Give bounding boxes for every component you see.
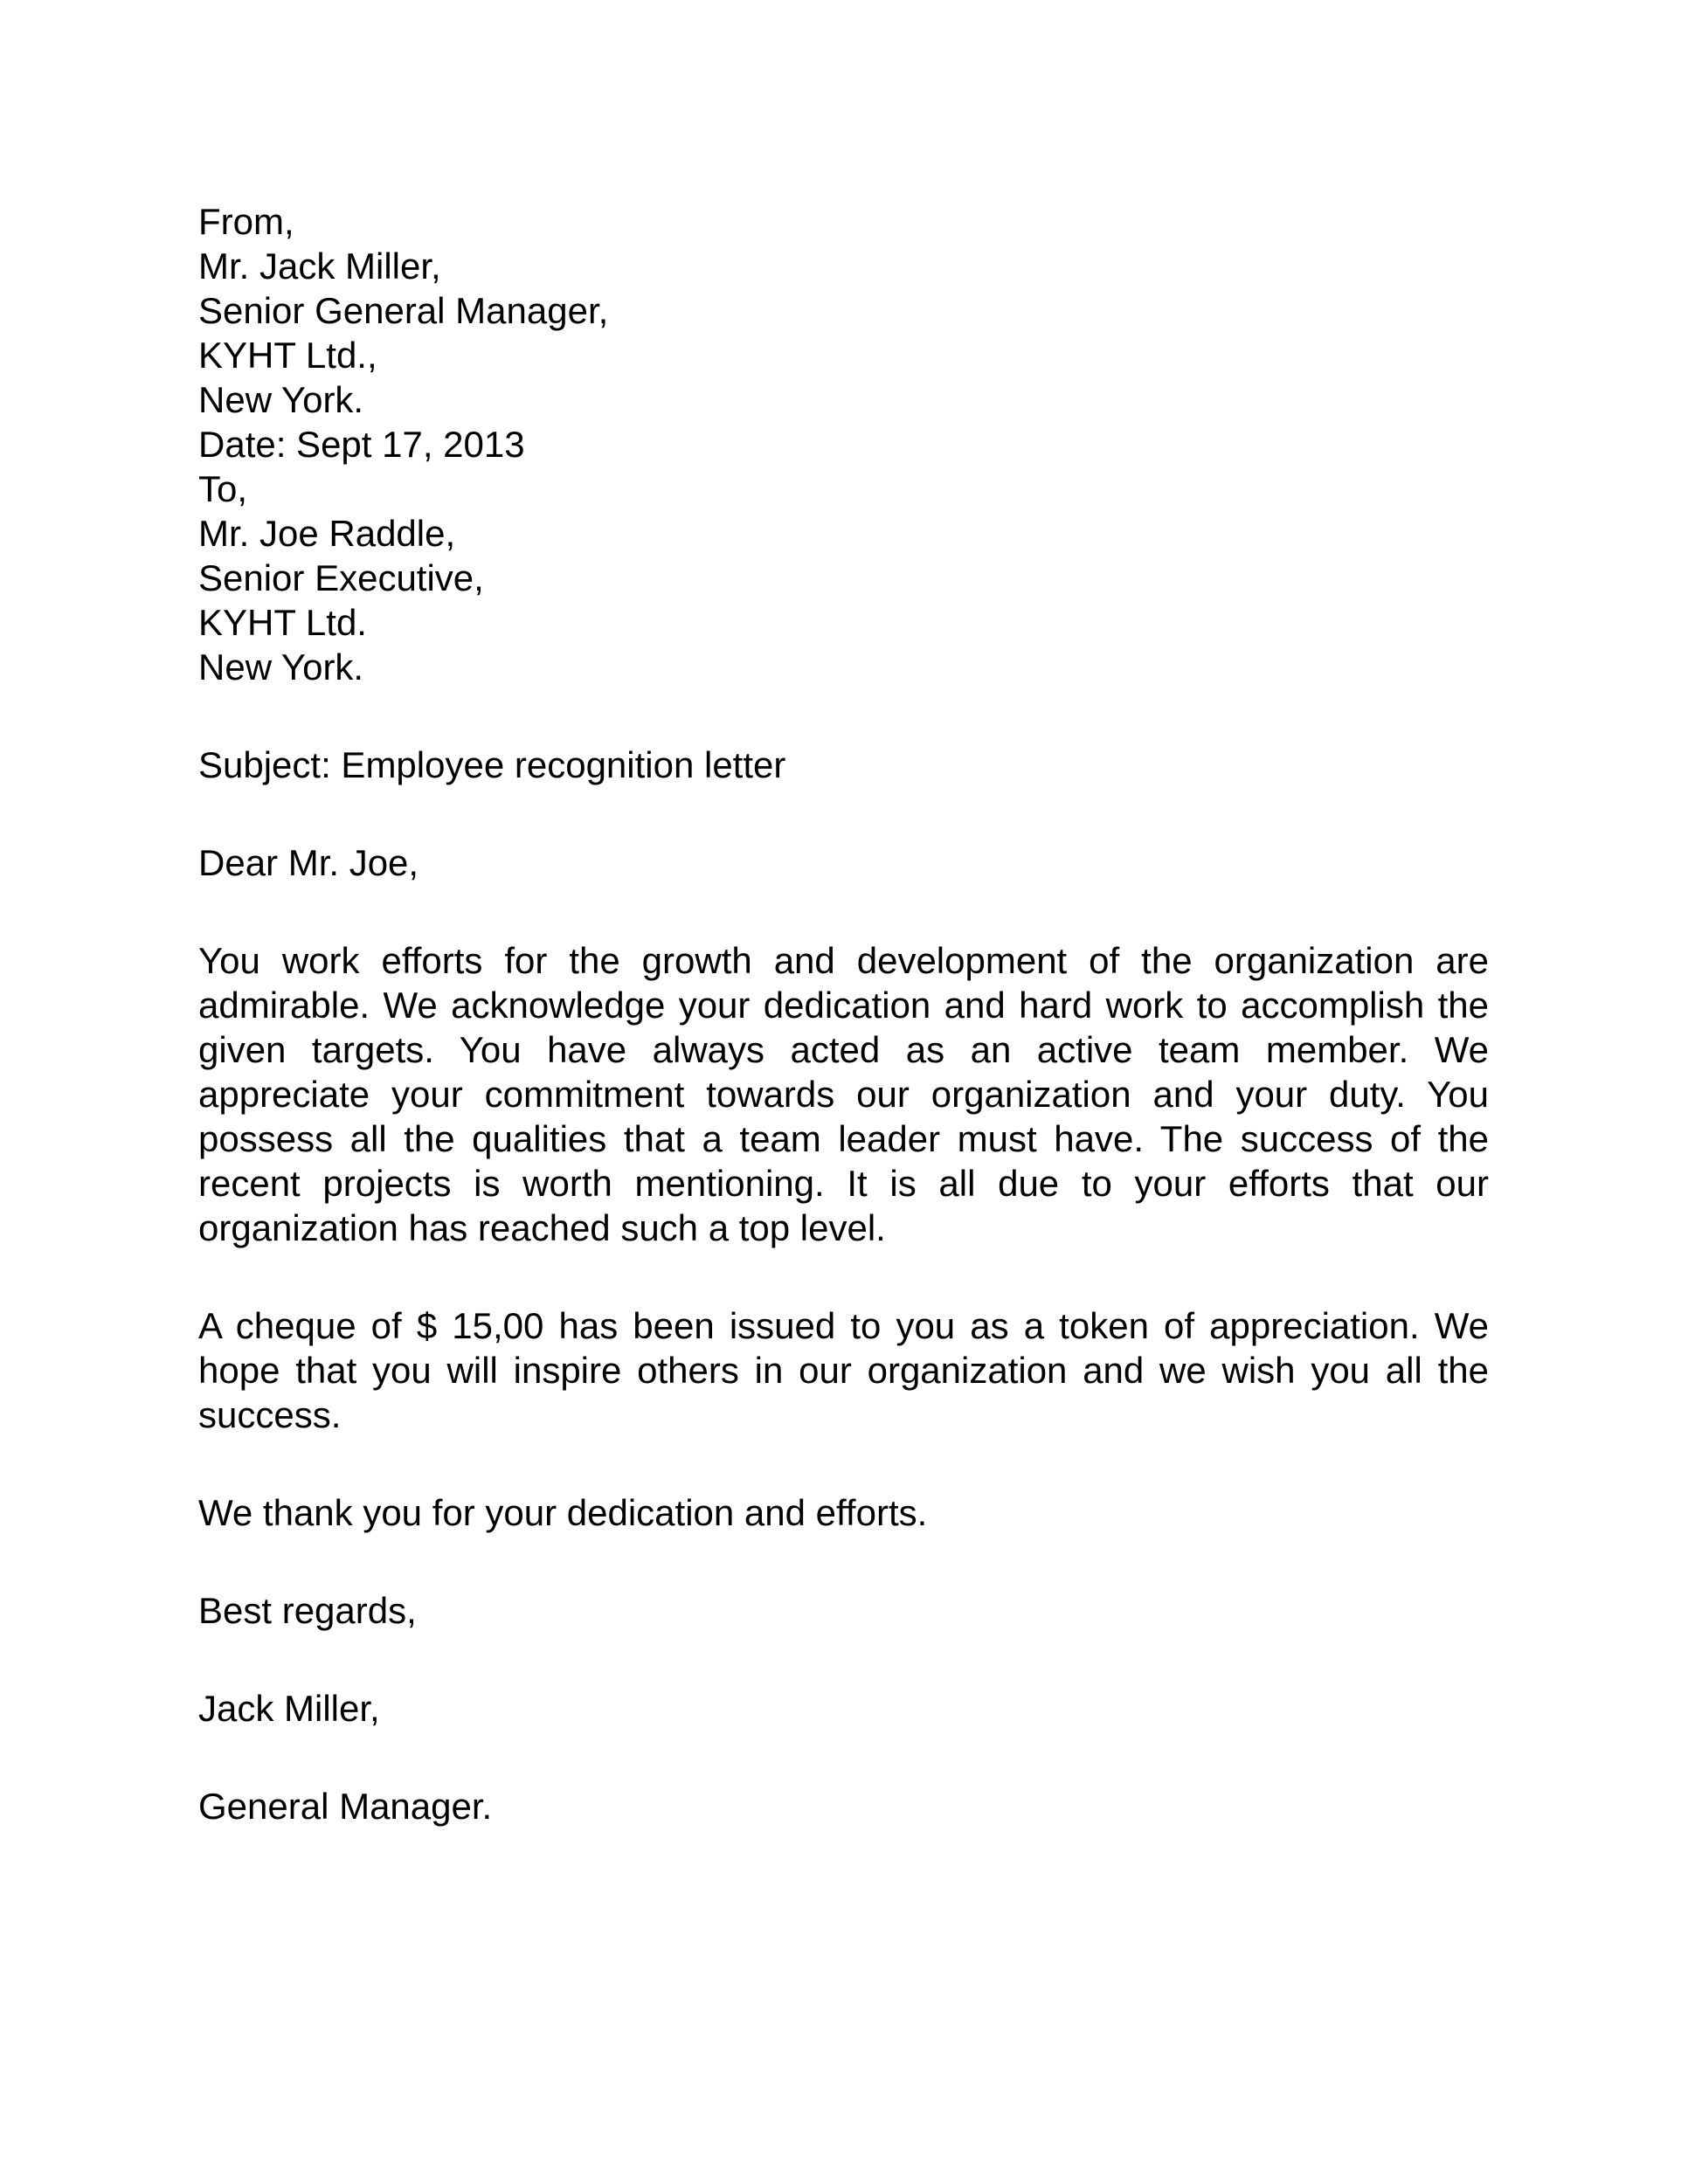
recipient-block <box>198 467 1489 689</box>
letter-date: Date: Sept 17, 2013 <box>198 424 525 465</box>
body-paragraph-1: You work efforts for the growth and development of the organization are admirable. We acknowledge your dedication and hard work to accomplish the given targets. You have always acted as an active team member. We appreciate your commitment towards our organization and your duty. You possess all the qualities that a team leader must have. The success of the recent projects is worth mentioning. It is all due to your efforts that our organization has reached such a top level. <box>198 940 1489 1248</box>
body-paragraph-2: A cheque of $ 15,00 has been issued to you as a token of appreciation. We hope that you will inspire others in our organization and we wish you all the success. <box>198 1305 1489 1435</box>
sender-block <box>198 199 1489 467</box>
from-label: From, <box>198 201 294 242</box>
sender-name: Mr. Jack Miller, <box>198 245 441 287</box>
subject-line: Subject: Employee recognition letter <box>198 744 786 785</box>
sender-title: Senior General Manager, <box>198 290 609 331</box>
sender-city: New York. <box>198 379 364 420</box>
salutation: Dear Mr. Joe, <box>198 842 419 883</box>
sender-company: KYHT Ltd., <box>198 335 377 376</box>
recipient-company: KYHT Ltd. <box>198 602 367 643</box>
recipient-title: Senior Executive, <box>198 557 484 598</box>
to-label: To, <box>198 468 248 509</box>
recipient-name: Mr. Joe Raddle, <box>198 513 456 554</box>
body-paragraph-3: We thank you for your dedication and efforts. <box>198 1492 928 1533</box>
closing: Best regards, <box>198 1590 417 1631</box>
signature-title: General Manager. <box>198 1786 493 1827</box>
letter <box>198 199 1489 1828</box>
recipient-city: New York. <box>198 646 364 688</box>
signature-name: Jack Miller, <box>198 1688 380 1729</box>
